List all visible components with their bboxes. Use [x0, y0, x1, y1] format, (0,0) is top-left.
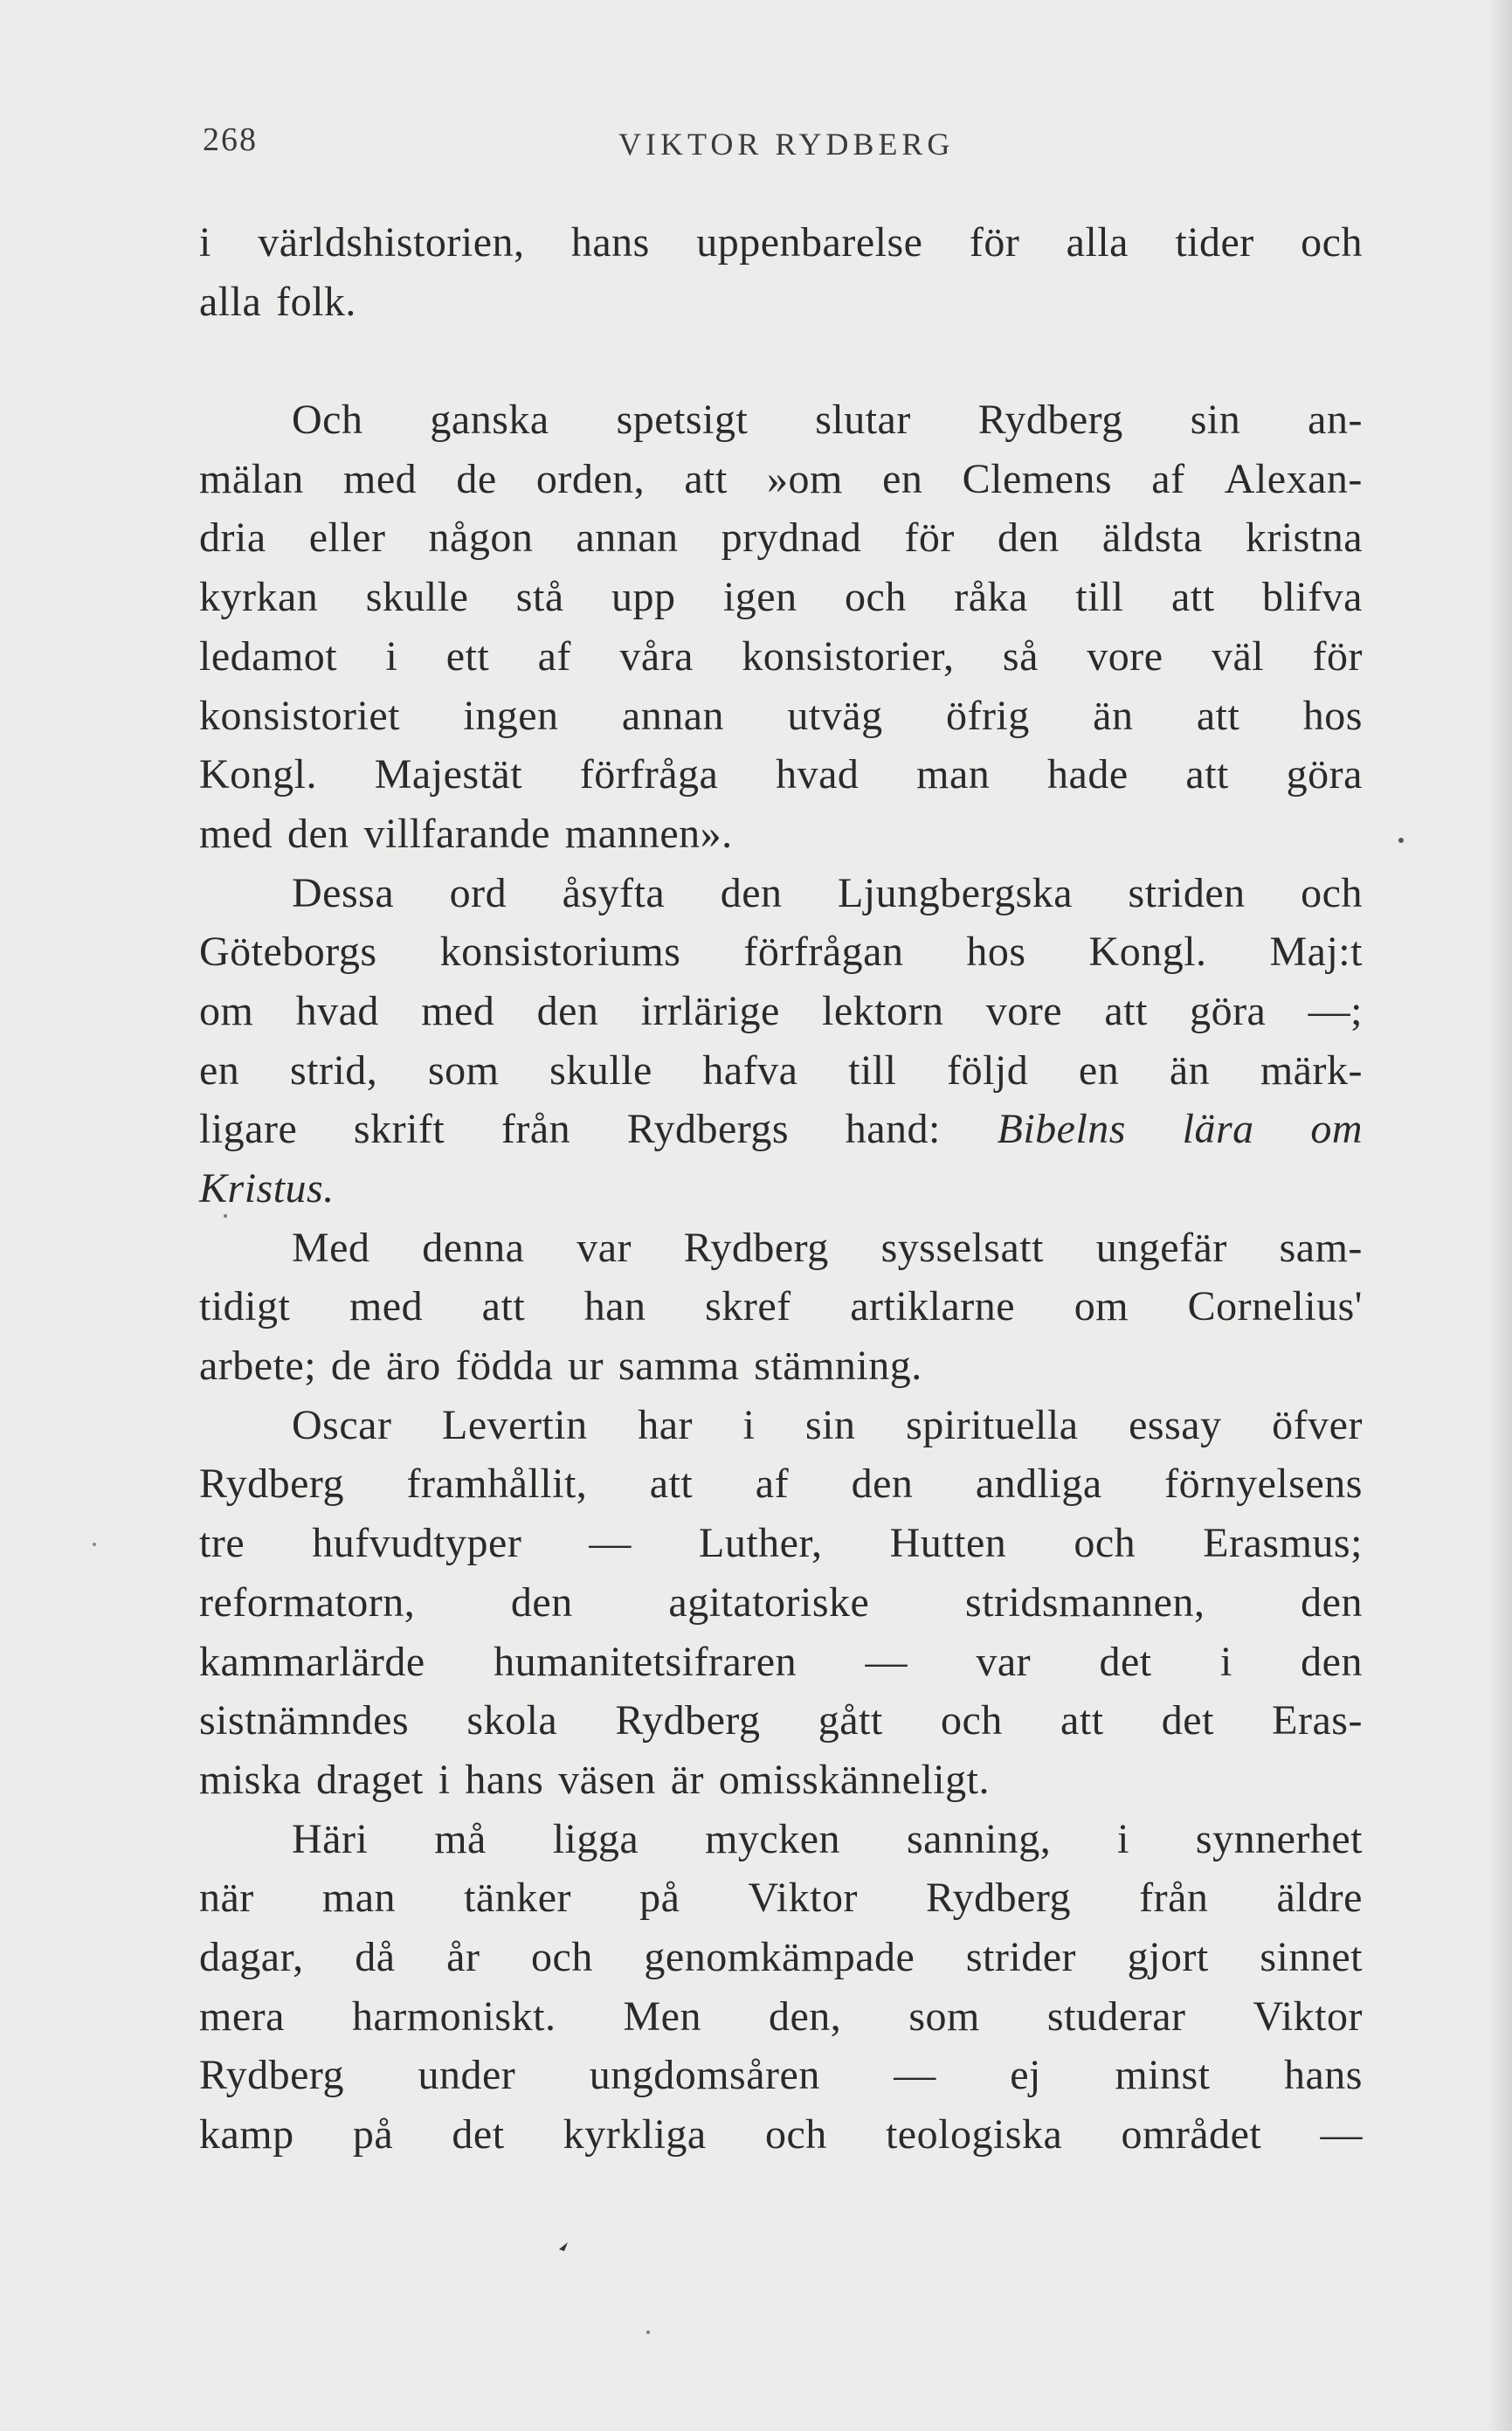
text-line: [199, 982, 1363, 1041]
word: göra: [1190, 987, 1267, 1034]
text-line: [199, 508, 1363, 568]
speck: [559, 2242, 568, 2251]
word: eller: [308, 515, 386, 562]
word: lära: [1182, 1106, 1254, 1153]
word: Rydberg: [199, 1461, 345, 1508]
word: Rydberg: [977, 397, 1123, 444]
word: i: [1117, 1815, 1129, 1862]
word: när: [199, 1875, 254, 1922]
word: kristna: [1245, 515, 1363, 562]
text-line: [199, 1751, 1363, 1810]
word: konsistoriums: [439, 929, 681, 976]
word: —: [894, 2052, 936, 2099]
word: kamp: [199, 2111, 294, 2158]
word: äldre: [1276, 1875, 1363, 1922]
word: den: [287, 810, 349, 857]
word: Clemens: [962, 455, 1113, 502]
word: uppenbarelse: [696, 219, 923, 266]
word: mycken: [705, 1815, 841, 1862]
word: Hutten: [889, 1520, 1007, 1567]
word: i: [385, 632, 398, 680]
speck: [1398, 838, 1404, 843]
word: strider: [965, 1933, 1076, 1980]
word: hvad: [295, 987, 379, 1034]
word: världshistorien,: [258, 219, 525, 266]
word: tider: [1175, 219, 1254, 266]
word: kyrkliga: [563, 2111, 707, 2158]
word: än: [1169, 1046, 1211, 1094]
word: arbete;: [199, 1343, 317, 1390]
word: Häri: [292, 1815, 369, 1862]
word: draget: [315, 1756, 424, 1803]
word: orden,: [535, 455, 646, 502]
word: Rydberg: [615, 1697, 761, 1744]
word: dria: [199, 515, 266, 562]
speck: [646, 2331, 650, 2334]
word: området: [1121, 2111, 1262, 2158]
word: Oscar: [292, 1401, 392, 1448]
word: som: [427, 1046, 500, 1094]
word: är: [670, 1756, 704, 1803]
word: annan: [576, 515, 679, 562]
word: det: [1099, 1638, 1152, 1685]
word: förfråga: [579, 751, 719, 798]
word: af: [537, 632, 571, 680]
word: artiklarne: [850, 1283, 1016, 1330]
word: väl: [1211, 632, 1265, 680]
word: för: [904, 515, 955, 562]
word: och: [1301, 219, 1363, 266]
word: stämning.: [754, 1343, 922, 1390]
word: skref: [705, 1283, 791, 1330]
text-line: [199, 1396, 1363, 1455]
word: Erasmus;: [1203, 1520, 1363, 1567]
word: och: [845, 574, 907, 621]
word: Majestät: [374, 751, 523, 798]
word: konsistorier,: [742, 632, 955, 680]
text-line: [199, 745, 1363, 805]
text-line: [199, 2046, 1363, 2105]
word: ej: [1010, 2052, 1041, 2099]
word: denna: [422, 1224, 525, 1271]
word: om: [1074, 1283, 1129, 1330]
text-line: [199, 450, 1363, 509]
word: villfarande: [363, 810, 550, 857]
word: det: [452, 2111, 505, 2158]
word: essay: [1129, 1401, 1222, 1448]
word: vore: [1087, 632, 1163, 680]
word: åsyfta: [562, 869, 666, 916]
word: samma: [618, 1343, 740, 1390]
word: hans: [465, 1756, 544, 1803]
word: hade: [1047, 751, 1129, 798]
word: Luther,: [699, 1520, 823, 1567]
word: på: [352, 2111, 394, 2158]
word: hans: [570, 219, 650, 266]
word: hufvudtyper: [312, 1520, 522, 1567]
text-line: [199, 390, 1363, 450]
word: sin: [804, 1401, 856, 1448]
word: sistnämndes: [199, 1697, 410, 1744]
word: och: [764, 2111, 827, 2158]
word: äldsta: [1101, 515, 1203, 562]
word: med: [349, 1283, 424, 1330]
word: de: [330, 1343, 372, 1390]
word: striden: [1128, 869, 1246, 916]
word: våra: [619, 632, 694, 680]
word: kyrkan: [199, 574, 319, 621]
word: teologiska: [885, 2111, 1063, 2158]
word: sin: [1190, 397, 1241, 444]
word: om: [1310, 1106, 1363, 1153]
word: ledamot: [199, 632, 338, 680]
word: sinnet: [1260, 1933, 1363, 1980]
word: Viktor: [748, 1875, 858, 1922]
word: till: [848, 1046, 897, 1094]
word: Med: [292, 1224, 370, 1271]
word: prydnad: [721, 515, 862, 562]
text-line: [199, 1277, 1363, 1336]
word: ganska: [430, 397, 549, 444]
word: en: [1078, 1046, 1120, 1094]
word: den: [1301, 1578, 1363, 1626]
page-number: 268: [203, 121, 258, 158]
word: med: [199, 810, 273, 857]
word: annan: [621, 692, 725, 739]
word: synnerhet: [1195, 1815, 1363, 1862]
speck: [93, 1543, 96, 1546]
text-line: [199, 1928, 1363, 1987]
word: harmoniskt.: [351, 1992, 556, 2040]
word: hos: [1302, 692, 1363, 739]
word: och: [940, 1697, 1003, 1744]
text-line: [199, 2105, 1363, 2165]
word: hvad: [776, 751, 860, 798]
text-line: [199, 805, 1363, 864]
text-line: [199, 1691, 1363, 1751]
word: till: [1075, 574, 1124, 621]
text-line: [199, 627, 1363, 687]
word: sam-: [1279, 1224, 1363, 1271]
word: lektorn: [822, 987, 944, 1034]
word: Och: [292, 397, 363, 444]
word: Göteborgs: [199, 929, 377, 976]
word: så: [1002, 632, 1039, 680]
word: det: [1161, 1697, 1214, 1744]
word: i: [1219, 1638, 1232, 1685]
word: sysselsatt: [880, 1224, 1044, 1271]
word: Bibelns: [997, 1106, 1126, 1153]
word: hand:: [845, 1106, 941, 1153]
word: spirituella: [906, 1401, 1079, 1448]
running-head: VIKTOR RYDBERG: [618, 127, 955, 162]
word: mera: [199, 1992, 285, 2040]
word: den: [1301, 1638, 1363, 1685]
word: den: [997, 515, 1060, 562]
word: att: [1060, 1697, 1104, 1744]
word: ingen: [463, 692, 559, 739]
word: kammarlärde: [199, 1638, 425, 1685]
word: man: [321, 1875, 397, 1922]
word: —: [1320, 2111, 1363, 2158]
word: Rydberg: [683, 1224, 829, 1271]
word: humanitetsifraren: [494, 1638, 797, 1685]
word: var: [576, 1224, 632, 1271]
word: väsen: [558, 1756, 656, 1803]
word: »om: [767, 455, 843, 502]
word: upp: [611, 574, 676, 621]
word: agitatoriske: [668, 1578, 870, 1626]
word: ungdomsåren: [589, 2052, 820, 2099]
word: man: [916, 751, 991, 798]
word: att: [684, 455, 728, 502]
text-line: [199, 1633, 1363, 1692]
text-line: [199, 1868, 1363, 1928]
word: han: [583, 1283, 646, 1330]
word: igen: [722, 574, 797, 621]
word: —: [589, 1520, 632, 1567]
word: gått: [818, 1697, 883, 1744]
word: Rydbergs: [626, 1106, 790, 1153]
word: skulle: [549, 1046, 652, 1094]
word: har: [638, 1401, 693, 1448]
word: skulle: [365, 574, 469, 621]
word: i: [438, 1756, 451, 1803]
word: den: [851, 1461, 914, 1508]
word: ligga: [552, 1815, 639, 1862]
word: en: [199, 1046, 240, 1094]
word: dagar,: [199, 1933, 304, 1980]
word: tidigt: [199, 1283, 291, 1330]
word: att: [1104, 987, 1148, 1034]
word: om: [199, 987, 254, 1034]
word: öfver: [1272, 1401, 1363, 1448]
word: den: [536, 987, 599, 1034]
word: alla: [199, 278, 262, 325]
word: minst: [1115, 2052, 1211, 2099]
text-line: [199, 273, 1363, 332]
word: förnyelsens: [1164, 1461, 1363, 1508]
word: öfrig: [945, 692, 1030, 739]
word: skrift: [353, 1106, 445, 1153]
text-line: [199, 1810, 1363, 1869]
word: för: [1312, 632, 1363, 680]
word: Levertin: [442, 1401, 588, 1448]
word: på: [639, 1875, 680, 1922]
word: än: [1093, 692, 1134, 739]
word: Eras-: [1272, 1697, 1363, 1744]
word: då: [355, 1933, 396, 1980]
word: märk-: [1260, 1046, 1363, 1094]
word: från: [501, 1106, 571, 1153]
word: för: [969, 219, 1020, 266]
word: Dessa: [292, 869, 395, 916]
word: sanning,: [906, 1815, 1052, 1862]
word: gjort: [1127, 1933, 1209, 1980]
word: folk.: [276, 278, 356, 325]
word: som: [908, 1992, 980, 2040]
word: och: [531, 1933, 593, 1980]
word: med: [421, 987, 495, 1034]
word: den,: [769, 1992, 842, 2040]
word: en: [882, 455, 923, 502]
word: den: [510, 1578, 573, 1626]
word: ligare: [199, 1106, 298, 1153]
word: framhållit,: [406, 1461, 588, 1508]
word: i: [742, 1401, 756, 1448]
word: —;: [1308, 987, 1363, 1034]
word: de: [456, 455, 497, 502]
word: Kongl.: [199, 751, 317, 798]
word: från: [1139, 1875, 1209, 1922]
text-line: [199, 213, 1363, 273]
word: att: [649, 1461, 694, 1508]
text-line: [199, 1987, 1363, 2047]
word: andliga: [975, 1461, 1102, 1508]
word: utväg: [787, 692, 883, 739]
word: i: [199, 219, 211, 266]
word: födda: [455, 1343, 554, 1390]
word: hafva: [702, 1046, 798, 1094]
word: omisskänneligt.: [718, 1756, 990, 1803]
word: Kristus.: [199, 1165, 335, 1212]
word: med: [342, 455, 418, 502]
word: ord: [449, 869, 507, 916]
word: —: [865, 1638, 908, 1685]
word: äro: [385, 1343, 441, 1390]
word: tänker: [464, 1875, 572, 1922]
word: alla: [1066, 219, 1129, 266]
word: irrlärige: [640, 987, 780, 1034]
word: Kongl.: [1088, 929, 1207, 976]
word: konsistoriet: [199, 692, 400, 739]
word: Rydberg: [199, 2052, 345, 2099]
word: stå: [515, 574, 564, 621]
word: mannen».: [564, 810, 733, 857]
word: under: [418, 2052, 516, 2099]
word: och: [1074, 1520, 1136, 1567]
word: Alexan-: [1224, 455, 1363, 502]
paragraph-gap: [199, 331, 1363, 390]
word: hos: [966, 929, 1026, 976]
word: Rydberg: [926, 1875, 1072, 1922]
word: an-: [1308, 397, 1363, 444]
word: stridsmannen,: [965, 1578, 1205, 1626]
word: Viktor: [1253, 1992, 1363, 2040]
word: och: [1301, 869, 1363, 916]
word: skola: [466, 1697, 558, 1744]
word: ur: [568, 1343, 604, 1390]
page-header: [203, 121, 1364, 173]
word: ett: [445, 632, 490, 680]
word: någon: [428, 515, 534, 562]
word: Ljungbergska: [837, 869, 1074, 916]
body-text: [199, 213, 1363, 2165]
text-line: [199, 922, 1363, 982]
word: Maj:t: [1269, 929, 1363, 976]
word: tre: [199, 1520, 245, 1567]
text-line: [199, 568, 1363, 627]
word: var: [976, 1638, 1032, 1685]
word: att: [1185, 751, 1229, 798]
word: att: [481, 1283, 526, 1330]
word: genomkämpade: [644, 1933, 915, 1980]
word: år: [446, 1933, 480, 1980]
text-line: [199, 1159, 1363, 1219]
text-line: [199, 864, 1363, 923]
word: miska: [199, 1756, 302, 1803]
word: vore: [985, 987, 1063, 1034]
word: slutar: [815, 397, 911, 444]
word: reformatorn,: [199, 1578, 416, 1626]
text-line: [199, 1336, 1363, 1396]
text-line: [199, 1041, 1363, 1101]
word: hans: [1283, 2052, 1363, 2099]
word: att: [1196, 692, 1240, 739]
word: Men: [623, 1992, 701, 2040]
word: följd: [947, 1046, 1029, 1094]
word: att: [1171, 574, 1215, 621]
word: ungefär: [1095, 1224, 1227, 1271]
word: af: [755, 1461, 790, 1508]
text-line: [199, 687, 1363, 746]
text-line: [199, 1573, 1363, 1633]
text-line: [199, 1219, 1363, 1278]
word: mälan: [199, 455, 304, 502]
word: göra: [1286, 751, 1363, 798]
word: spetsigt: [616, 397, 749, 444]
word: Cornelius': [1187, 1283, 1363, 1330]
word: strid,: [289, 1046, 378, 1094]
word: den: [720, 869, 783, 916]
text-line: [199, 1454, 1363, 1514]
text-line: [199, 1514, 1363, 1573]
word: studerar: [1046, 1992, 1186, 2040]
word: råka: [954, 574, 1028, 621]
text-line: [199, 1100, 1363, 1159]
page-edge-shadow: [1488, 0, 1512, 2431]
word: af: [1151, 455, 1185, 502]
word: förfrågan: [743, 929, 904, 976]
word: blifva: [1261, 574, 1363, 621]
word: må: [434, 1815, 487, 1862]
